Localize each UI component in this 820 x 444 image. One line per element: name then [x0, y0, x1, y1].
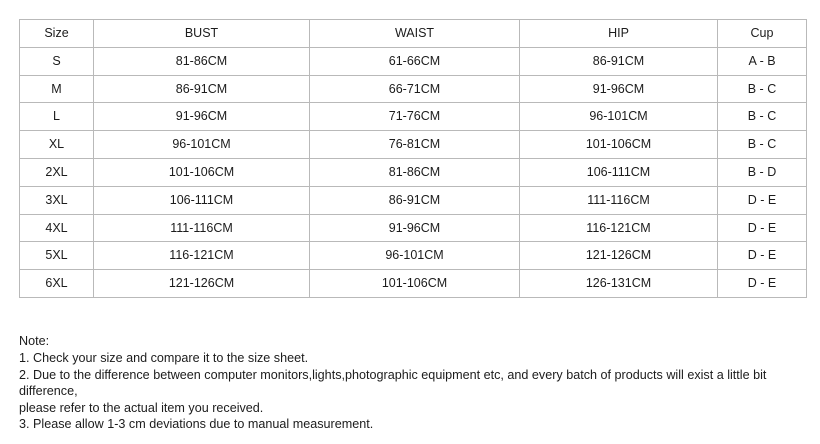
cell-cup: D - E	[718, 242, 807, 270]
cell-size: 5XL	[20, 242, 94, 270]
cell-cup: B - C	[718, 103, 807, 131]
cell-size: M	[20, 75, 94, 103]
cell-bust: 81-86CM	[94, 47, 310, 75]
cell-bust: 116-121CM	[94, 242, 310, 270]
cell-hip: 121-126CM	[520, 242, 718, 270]
cell-waist: 101-106CM	[310, 270, 520, 298]
cell-hip: 106-111CM	[520, 158, 718, 186]
cell-hip: 111-116CM	[520, 186, 718, 214]
cell-waist: 71-76CM	[310, 103, 520, 131]
cell-hip: 86-91CM	[520, 47, 718, 75]
cell-hip: 101-106CM	[520, 131, 718, 159]
column-header-hip: HIP	[520, 20, 718, 48]
column-header-size: Size	[20, 20, 94, 48]
cell-waist: 91-96CM	[310, 214, 520, 242]
cell-bust: 96-101CM	[94, 131, 310, 159]
cell-bust: 91-96CM	[94, 103, 310, 131]
note-line-2-continued: please refer to the actual item you received.	[19, 400, 264, 415]
cell-hip: 116-121CM	[520, 214, 718, 242]
cell-cup: B - D	[718, 158, 807, 186]
cell-waist: 81-86CM	[310, 158, 520, 186]
cell-size: 3XL	[20, 186, 94, 214]
cell-waist: 86-91CM	[310, 186, 520, 214]
table-row	[20, 47, 807, 75]
cell-bust: 86-91CM	[94, 75, 310, 103]
cell-waist: 66-71CM	[310, 75, 520, 103]
cell-bust: 121-126CM	[94, 270, 310, 298]
notes-title: Note:	[19, 334, 50, 348]
cell-hip: 96-101CM	[520, 103, 718, 131]
table-body	[20, 20, 807, 298]
table-row	[20, 186, 807, 214]
note-line-3: 3. Please allow 1-3 cm deviations due to manual measurement.	[19, 417, 374, 432]
cell-cup: D - E	[718, 214, 807, 242]
table-row	[20, 270, 807, 298]
cell-size: 6XL	[20, 270, 94, 298]
cell-size: L	[20, 103, 94, 131]
cell-hip: 126-131CM	[520, 270, 718, 298]
table-row	[20, 158, 807, 186]
cell-cup: A - B	[718, 47, 807, 75]
cell-waist: 96-101CM	[310, 242, 520, 270]
note-line-1: 1. Check your size and compare it to the size sheet.	[19, 351, 309, 366]
notes-section	[19, 333, 809, 432]
cell-size: XL	[20, 131, 94, 159]
column-header-waist: WAIST	[310, 20, 520, 48]
cell-bust: 101-106CM	[94, 158, 310, 186]
table-row	[20, 214, 807, 242]
table-row	[20, 131, 807, 159]
cell-waist: 61-66CM	[310, 47, 520, 75]
table-row	[20, 242, 807, 270]
cell-bust: 111-116CM	[94, 214, 310, 242]
cell-size: 4XL	[20, 214, 94, 242]
column-header-bust: BUST	[94, 20, 310, 48]
cell-hip: 91-96CM	[520, 75, 718, 103]
cell-waist: 76-81CM	[310, 131, 520, 159]
cell-size: S	[20, 47, 94, 75]
cell-cup: D - E	[718, 186, 807, 214]
table-row	[20, 103, 807, 131]
table-row	[20, 75, 807, 103]
cell-cup: D - E	[718, 270, 807, 298]
cell-cup: B - C	[718, 75, 807, 103]
cell-bust: 106-111CM	[94, 186, 310, 214]
size-chart-table	[19, 19, 807, 298]
table-header-row	[20, 20, 807, 48]
cell-size: 2XL	[20, 158, 94, 186]
note-line-2: 2. Due to the difference between computer monitors,lights,photographic equipment etc, and every batch of products will exist a little bit difference,	[19, 367, 767, 399]
cell-cup: B - C	[718, 131, 807, 159]
column-header-cup: Cup	[718, 20, 807, 48]
